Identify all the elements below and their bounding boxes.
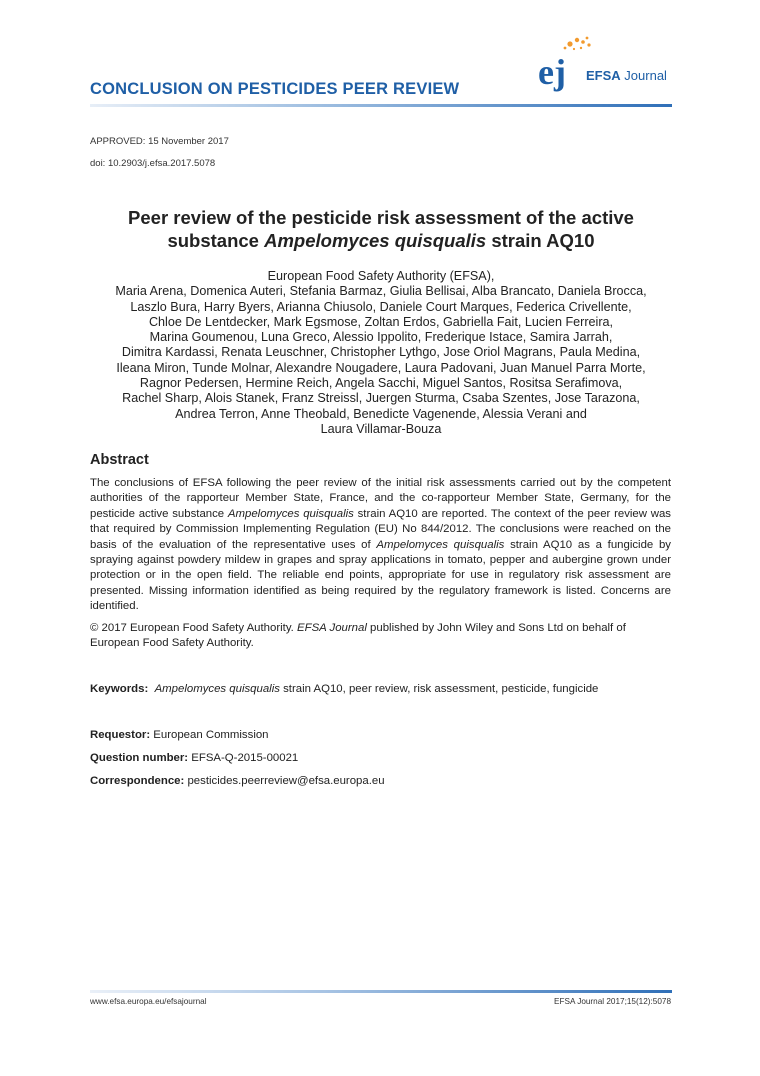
doi: doi: 10.2903/j.efsa.2017.5078 [90,158,216,169]
author-line: Dimitra Kardassi, Renata Leuschner, Christopher Lythgo, Jose Oriol Magrans, Paula Medina, [121,345,641,360]
author-line: European Food Safety Authority (EFSA), [267,269,495,283]
abstract-part-3: strain AQ10 as a fungicide by spraying against powdery mildew in grapes and spray applications in tomato, pepper and aubergine grown under protection or in the open field. The reliable end points, appropriate for use in regulatory risk assessment are presented. Missing information identified as being required by the regulatory framework is listed. Concerns are identified. [90,538,672,613]
footer-citation: EFSA Journal 2017;15(12):5078 [554,997,671,1006]
author-line: Laura Villamar-Bouza [320,421,442,436]
header-divider [90,104,672,107]
efsa-journal-logo [536,34,676,104]
author-line: Chloe De Lentdecker, Mark Egsmose, Zoltan Erdos, Gabriella Fait, Lucien Ferreira, [148,314,614,329]
question-number-value: EFSA-Q-2015-00021 [188,752,299,764]
logo-suffix: Journal [624,68,667,83]
author-line: Marina Goumenou, Luna Greco, Alessio Ippolito, Frederique Istace, Samira Jarrah, [149,330,613,345]
author-line: Rachel Sharp, Alois Stanek, Franz Streissl, Juergen Sturma, Csaba Szentes, Jose Tarazona, [122,391,640,406]
requestor [90,729,269,741]
question-number [90,752,298,764]
keywords [90,683,690,695]
author-line: Laszlo Bura, Harry Byers, Arianna Chiusolo, Daniele Court Marques, Federica Crivellente, [130,299,632,314]
copyright-pre: © 2017 European Food Safety Authority. [90,622,298,634]
title-line-2-post: strain AQ10 [486,230,595,251]
abstract-species-2: Ampelomyces quisqualis [376,538,505,551]
title-species: Ampelomyces quisqualis [264,230,487,251]
correspondence-email[interactable]: pesticides.peerreview@efsa.europa.eu [184,775,385,787]
logo-wordmark [586,68,667,83]
copyright-post: published by John Wiley and Sons Ltd on behalf of European Food Safety Authority. [90,622,626,650]
abstract-heading: Abstract [90,452,149,468]
title-line-1: Peer review of the pesticide risk assessment of the active [128,207,634,228]
article-title [90,206,672,252]
keywords-label: Keywords: [90,683,149,695]
author-line: Ragnor Pedersen, Hermine Reich, Angela Sacchi, Miguel Santos, Rositsa Serafimova, [139,376,623,391]
title-line-2 [90,229,672,252]
abstract-part-1: The conclusions of EFSA following the peer review of the initial risk assessments carried out by the competent authorities of the rapporteur Member State, France, and the co-rapporteur Member State, Germany, for the pesticide active substance [90,477,671,520]
author-line: Ileana Miron, Tunde Molnar, Alexandre Nougadere, Laura Padovani, Juan Manuel Parra Morte, [116,360,646,375]
copyright-notice [90,621,671,652]
author-list [86,269,676,437]
author-line: Andrea Terron, Anne Theobald, Benedicte Vagenende, Alessia Verani and [175,406,587,421]
copyright-journal: EFSA Journal [297,622,367,634]
correspondence-label: Correspondence: [90,775,185,787]
logo-brand: EFSA [586,68,621,83]
journal-section-title: CONCLUSION ON PESTICIDES PEER REVIEW [90,80,460,98]
approved-date: APPROVED: 15 November 2017 [90,136,229,147]
requestor-value: European Commission [150,729,269,741]
abstract-species-1: Ampelomyces quisqualis [227,507,354,520]
keywords-rest: strain AQ10, peer review, risk assessment, pesticide, fungicide [279,683,599,695]
footer-divider [90,990,672,993]
correspondence [90,775,385,787]
abstract-part-2: strain AQ10 are reported. The context of the peer review was that required by Commission Implementing Regulation (EU) No 844/2012. The conclusions were reached on the basis of the evaluation of the representative uses of [90,507,672,551]
question-number-label: Question number: [90,752,189,764]
title-line-2-pre: substance [167,230,265,251]
keywords-species: Ampelomyces quisqualis [154,683,280,695]
requestor-label: Requestor: [90,729,151,741]
abstract-text [90,476,671,615]
ej-logo-mark: ej [538,52,566,92]
author-line: Maria Arena, Domenica Auteri, Stefania Barmaz, Giulia Bellisai, Alba Brancato, Daniela Brocca, [115,284,647,299]
footer-journal-url[interactable]: www.efsa.europa.eu/efsajournal [90,997,207,1006]
